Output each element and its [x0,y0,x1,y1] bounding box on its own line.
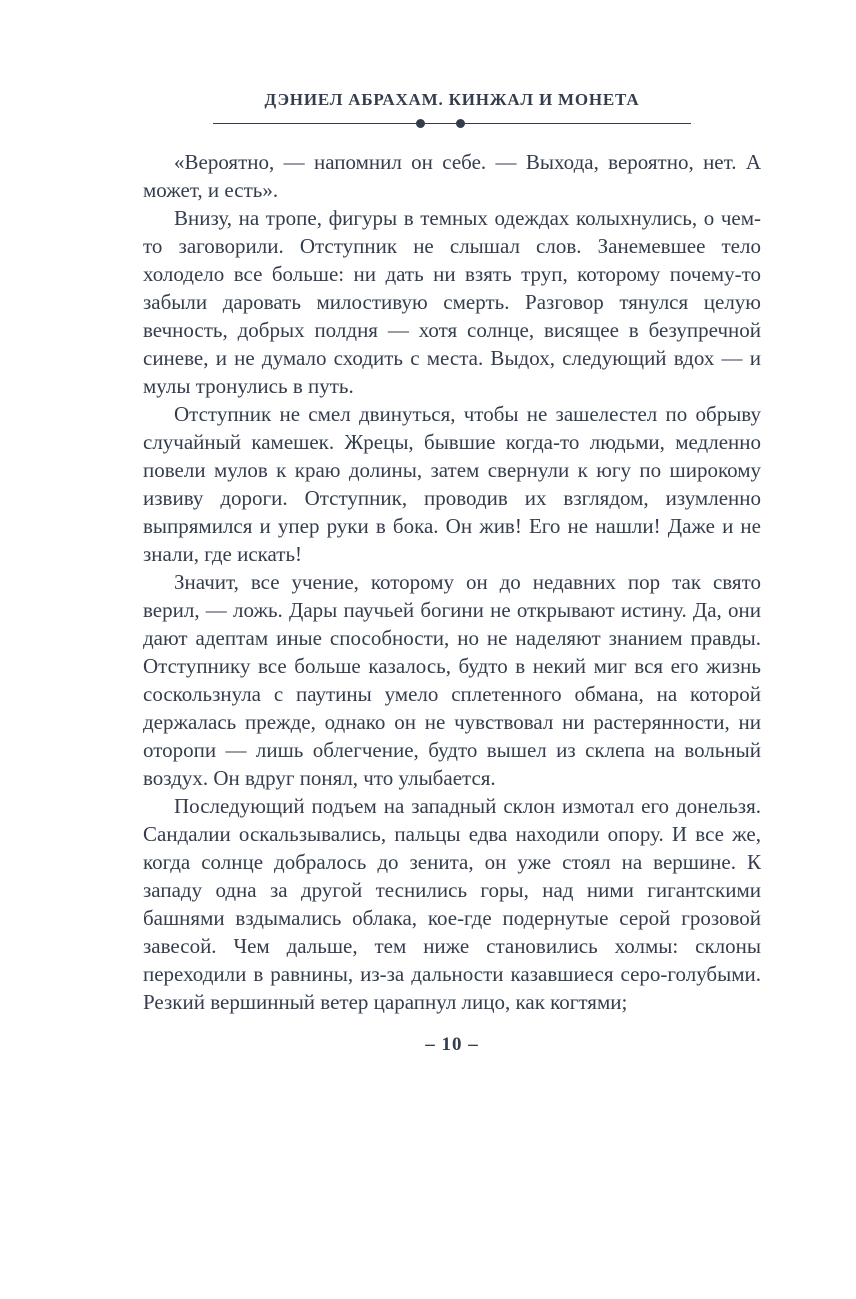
running-head: ДЭНИЕЛ АБРАХАМ. КИНЖАЛ И МОНЕТА [264,90,640,109]
body-paragraph: Внизу, на тропе, фигуры в темных одеждах колыхнулись, о чем-то заговорили. Отступник не слышал слов. Занемевшее тело холодело все больше: ни дать ни взять труп, которому почему-то забыли даровать милостивую смерть. Разговор тянулся целую вечность, добрых полдня — хотя солнце, висящее в безупречной синеве, и не думало сходить с места. Выдох, следующий вдох — и мулы тронулись в путь. [143,206,761,398]
header-divider [213,123,691,124]
divider-dot-right-icon [456,119,465,128]
divider-dot-left-icon [416,119,425,128]
body-paragraph: Отступник не смел двинуться, чтобы не зашелестел по обрыву случайный камешек. Жрецы, бывшие когда-то людьми, медленно повели мулов к краю долины, затем свернули к югу по широкому извиву дороги. Отступник, проводив их взглядом, изумленно выпрямился и упер руки в бока. Он жив! Его не нашли! Даже и не знали, где искать! [143,402,761,566]
body-paragraph: Последующий подъем на западный склон измотал его донельзя. Сандалии оскальзывались, пальцы едва находили опору. И все же, когда солнце добралось до зенита, он уже стоял на вершине. К западу одна за другой теснились горы, над ними гигантскими башнями вздымались облака, кое-где подернутые серой грозовой завесой. Чем дальше, тем ниже становились холмы: склоны переходили в равнины, из-за дальности казавшиеся серо-голубыми. Резкий вершинный ветер царапнул лицо, как когтями; [143,794,761,1014]
page-body [143,148,761,1016]
body-paragraph: «Вероятно, — напомнил он себе. — Выхода, вероятно, нет. А может, и есть». [143,150,761,202]
body-paragraph: Значит, все учение, которому он до недавних пор так свято верил, — ложь. Дары паучьей богини не открывают истину. Да, они дают адептам иные способности, но не наделяют знанием правды. Отступнику все больше казалось, будто в некий миг вся его жизнь соскользнула с паутины умело сплетенного обмана, на которой держалась прежде, однако он не чувствовал ни растерянности, ни оторопи — лишь облегчение, будто вышел из склепа на вольный воздух. Он вдруг понял, что улыбается. [143,570,761,790]
page-number: – 10 – [425,1034,479,1055]
